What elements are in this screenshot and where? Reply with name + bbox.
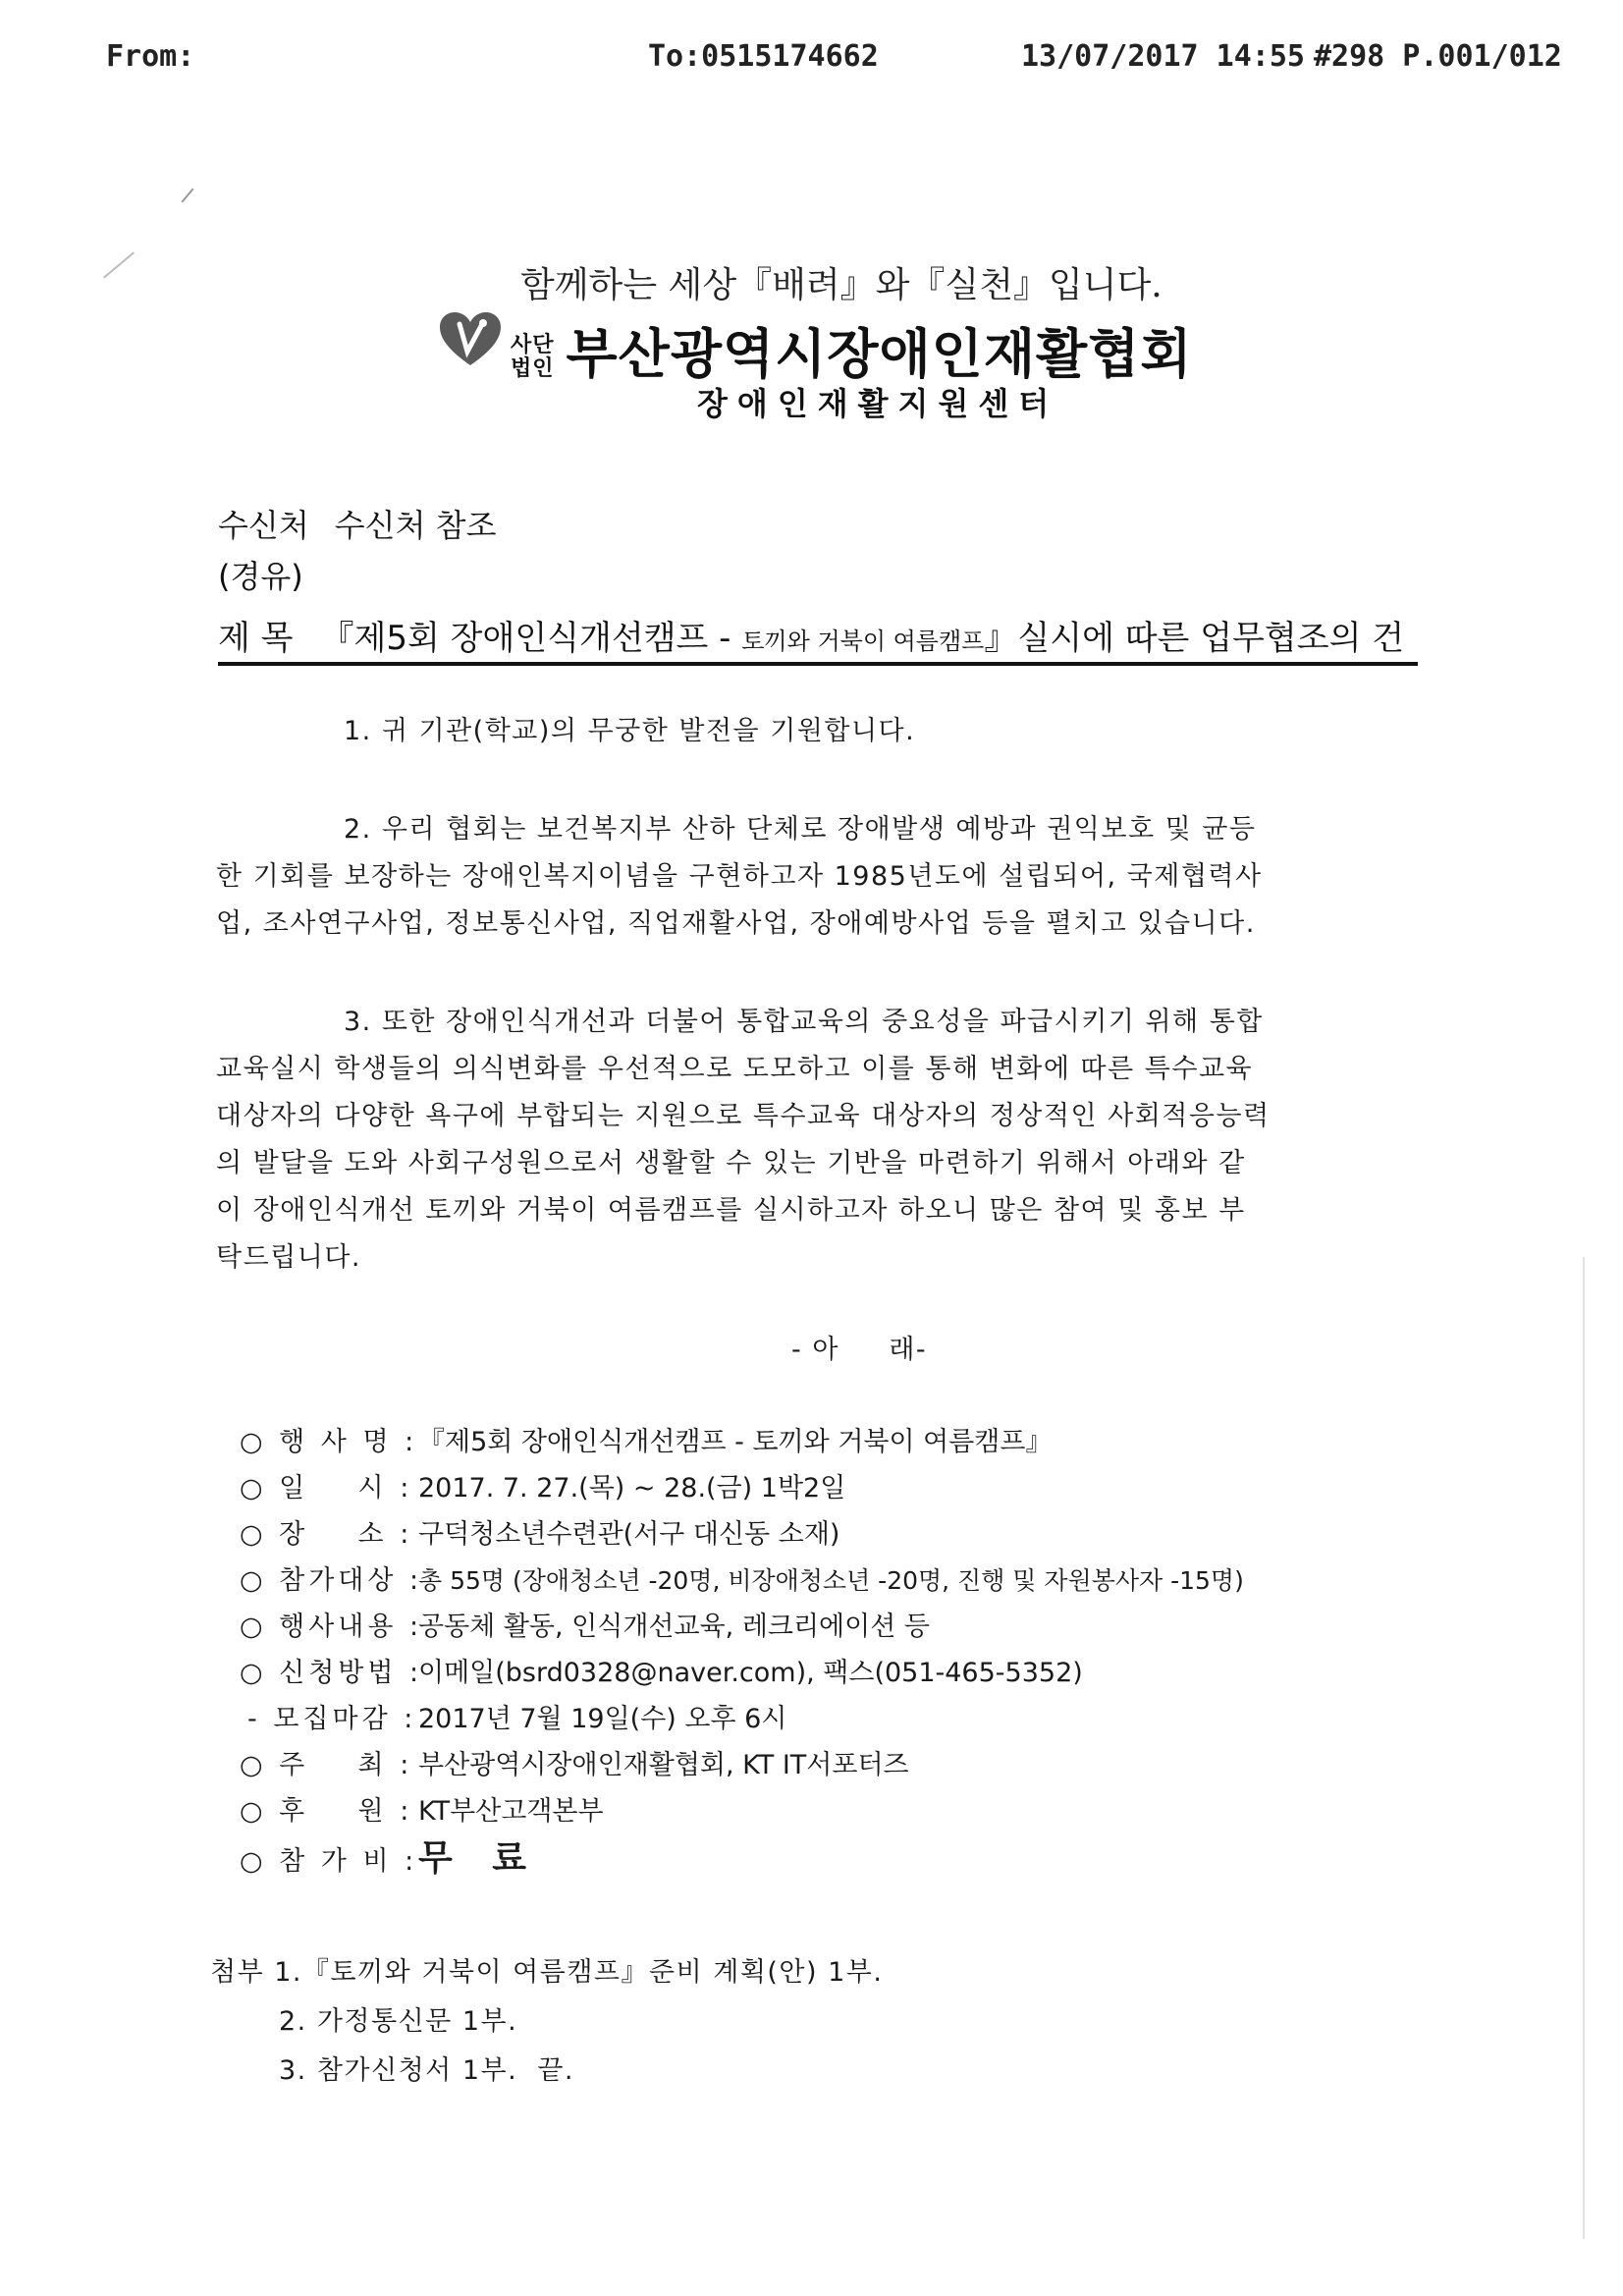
center-name: 장애인재활지원센터 [697, 385, 1059, 422]
attachment-2: 2. 가정통신문 1부. [279, 2006, 518, 2037]
paragraph-3-line: 탁드립니다. [216, 1242, 361, 1273]
paragraph-3-line: 대상자의 다양한 욕구에 부합되는 지원으로 특수교육 대상자의 정상적인 사회적응능력 [216, 1101, 1271, 1131]
fax-datetime: 13/07/2017 14:55 [1021, 39, 1305, 74]
detail-apply-method [240, 1651, 1083, 1689]
subject-part3: 』실시에 따른 업무협조의 건 [984, 619, 1405, 658]
corp-line1: 사단 [511, 333, 555, 358]
corp-line2: 법인 [511, 356, 555, 382]
detail-content [240, 1605, 930, 1643]
detail-sponsor [240, 1789, 604, 1828]
via-label: (경유) [218, 558, 303, 595]
detail-label: ○ 신청방법 : [240, 1658, 423, 1688]
detail-value: 부산광역시장애인재활협회, KT IT서포터즈 [418, 1750, 909, 1780]
subject-rule [218, 662, 1418, 666]
recipient-label: 수신처 [218, 507, 309, 544]
scan-mark [103, 251, 135, 278]
paragraph-1: 1. 귀 기관(학교)의 무궁한 발전을 기원합니다. [344, 716, 916, 746]
detail-date [240, 1466, 845, 1504]
detail-value: 2017. 7. 27.(목) ~ 28.(금) 1박2일 [418, 1473, 846, 1503]
paragraph-2-line: 2. 우리 협회는 보건복지부 산하 단체로 장애발생 예방과 권익보호 및 균등 [344, 814, 1257, 845]
detail-label: ○ 행 사 명 : [240, 1427, 418, 1457]
fax-to: To:0515174662 [648, 39, 879, 74]
org-name: 부산광역시장애인재활협회 [566, 323, 1193, 385]
detail-label: - 모집마감 : [247, 1704, 417, 1734]
detail-fee [240, 1831, 540, 1881]
subject-label: 제 목 [218, 619, 294, 658]
detail-label: ○ 일 시 : [240, 1473, 413, 1503]
detail-label: ○ 행사내용 : [240, 1612, 423, 1642]
scan-mark [181, 188, 193, 202]
below-heading: - 아 래- [791, 1335, 928, 1365]
detail-value: 총 55명 (장애청소년 -20명, 비장애청소년 -20명, 진행 및 자원봉사자 -15명) [418, 1566, 1244, 1595]
detail-value: 구덕청소년수련관(서구 대신동 소재) [418, 1519, 840, 1550]
recipient-value: 수신처 참조 [334, 507, 497, 544]
org-name-block [511, 312, 1192, 388]
corp-badge [511, 334, 555, 381]
fax-page: #298 P.001/012 [1314, 39, 1562, 74]
subject-part1: 『제5회 장애인식개선캠프 - [320, 619, 742, 658]
paragraph-2-line: 업, 조사연구사업, 정보통신사업, 직업재활사업, 장애예방사업 등을 펼치고 있습니다. [216, 908, 1256, 939]
subject-part2: 토끼와 거북이 여름캠프 [741, 628, 985, 655]
paragraph-3-line: 의 발달을 도와 사회구성원으로서 생활할 수 있는 기반을 마련하기 위해서 아래와 같 [216, 1148, 1246, 1178]
detail-value: 이메일(bsrd0328@naver.com), 팩스(051-465-5352) [418, 1658, 1083, 1688]
detail-place [240, 1512, 839, 1551]
detail-value: 『제5회 장애인식개선캠프 - 토끼와 거북이 여름캠프』 [418, 1427, 1053, 1457]
detail-participants [240, 1558, 1244, 1597]
detail-deadline [247, 1697, 786, 1735]
detail-label: ○ 후 원 : [240, 1796, 413, 1827]
attachment-3: 3. 참가신청서 1부. 끝. [279, 2055, 575, 2086]
paragraph-3-line: 이 장애인식개선 토끼와 거북이 여름캠프를 실시하고자 하오니 많은 참여 및 홍보 부 [216, 1195, 1246, 1226]
detail-value: KT부산고객본부 [418, 1796, 604, 1827]
paragraph-3-line: 교육실시 학생들의 의식변화를 우선적으로 도모하고 이를 통해 변화에 따른 특수교육 [216, 1054, 1254, 1084]
detail-label: ○ 장 소 : [240, 1519, 413, 1550]
scan-edge [1583, 1257, 1585, 2239]
detail-value: 2017년 7월 19일(수) 오후 6시 [418, 1704, 787, 1734]
paragraph-2-line: 한 기회를 보장하는 장애인복지이념을 구현하고자 1985년도에 설립되어, 국제협력사 [216, 861, 1263, 892]
paragraph-3-line: 3. 또한 장애인식개선과 더불어 통합교육의 중요성을 파급시키기 위해 통합 [344, 1007, 1264, 1037]
letterhead-slogan: 함께하는 세상『배려』와『실천』입니다. [520, 265, 1163, 305]
detail-value: 공동체 활동, 인식개선교육, 레크리에이션 등 [418, 1612, 930, 1642]
attachment-1: 첨부 1.『토끼와 거북이 여름캠프』준비 계획(안) 1부. [210, 1957, 884, 1988]
recipient-row [218, 501, 496, 546]
detail-label: ○ 참가대상 : [240, 1565, 423, 1596]
subject-row [218, 611, 1404, 659]
detail-label: ○ 참 가 비 : [240, 1846, 418, 1877]
detail-host [240, 1743, 909, 1781]
detail-label: ○ 주 최 : [240, 1750, 413, 1780]
detail-value: 무 료 [418, 1838, 541, 1879]
heart-logo-icon [438, 310, 503, 367]
detail-event-name [240, 1420, 1052, 1458]
fax-from: From: [106, 39, 195, 74]
